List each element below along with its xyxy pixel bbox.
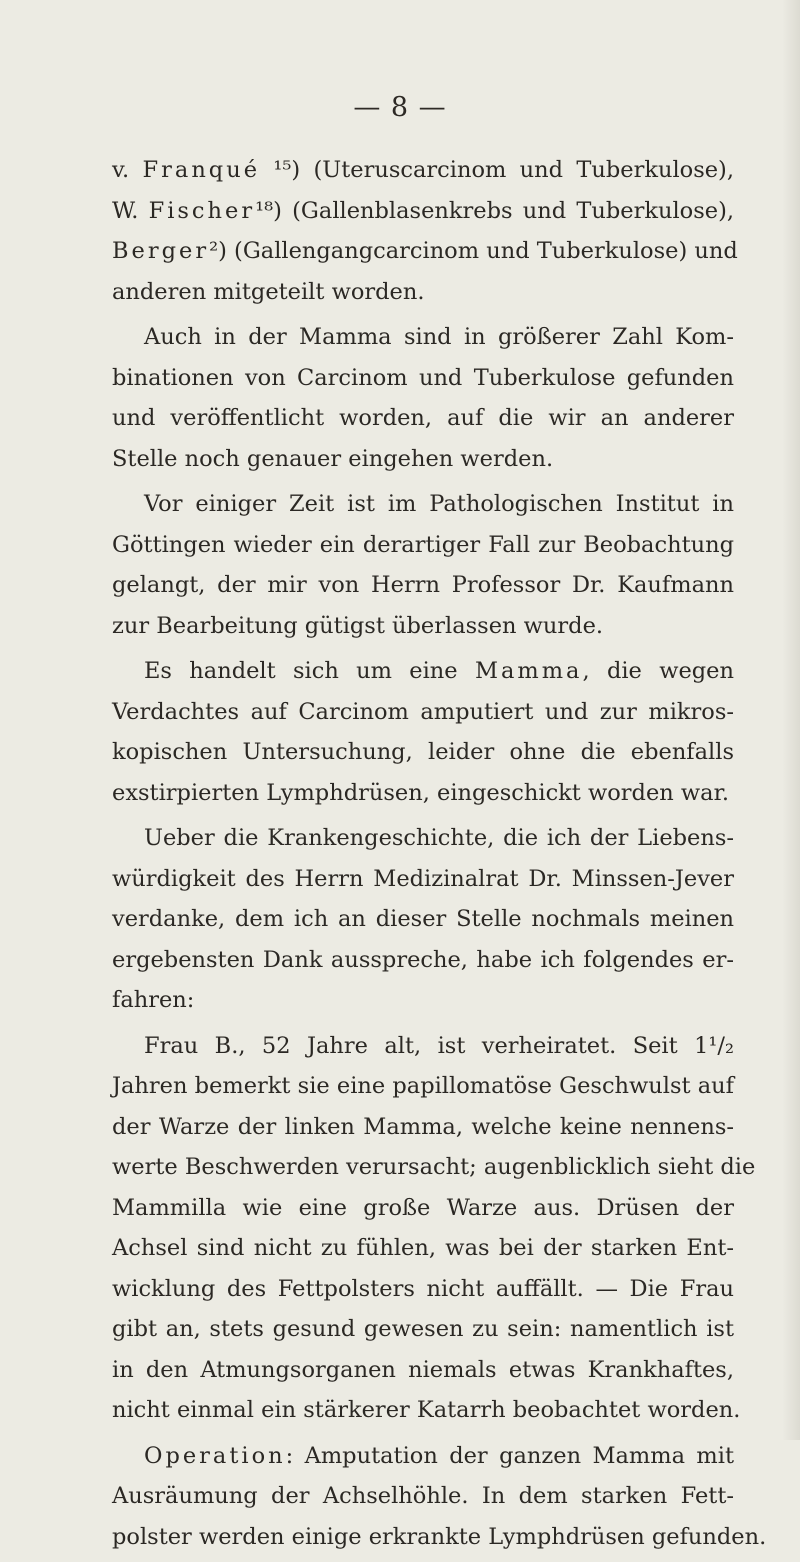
text-line xyxy=(112,606,734,647)
text-line xyxy=(112,1107,734,1148)
text-segment: : Amputation der ganzen Mamma mit xyxy=(285,1442,734,1469)
text-line xyxy=(112,1350,734,1391)
text-segment: gibt an, stets gesund gewesen zu sein: namentlich ist xyxy=(112,1316,734,1342)
text-line xyxy=(112,859,734,900)
text-segment: exstirpierten Lymphdrüsen, eingeschickt worden war. xyxy=(112,779,730,806)
text-segment: polster werden einige erkrankte Lymphdrüsen gefunden. xyxy=(112,1523,767,1550)
text-segment: ¹⁸) (Gallenblasenkrebs und Tuberkulose), xyxy=(255,197,734,224)
paragraph xyxy=(112,1026,756,1431)
text-line xyxy=(112,525,734,566)
text-line xyxy=(112,1309,734,1350)
text-line xyxy=(112,818,734,859)
text-line xyxy=(112,317,734,358)
text-segment: Auch in der Mamma sind in größerer Zahl Kom- xyxy=(144,324,734,350)
text-line xyxy=(112,1269,734,1310)
text-line xyxy=(112,231,738,272)
text-segment: Es handelt sich um eine xyxy=(144,658,475,684)
text-line xyxy=(112,1476,734,1517)
paragraph xyxy=(112,818,734,1021)
paragraph xyxy=(112,1436,767,1558)
page-edge-shadow xyxy=(782,0,800,1440)
text-segment: v. xyxy=(112,157,143,183)
text-line xyxy=(112,565,734,606)
text-segment: , die wegen xyxy=(582,658,734,684)
text-segment: wicklung des Fettpolsters nicht auffällt. — Die Frau xyxy=(112,1275,734,1302)
text-segment: Ausräumung der Achselhöhle. In dem starken Fett- xyxy=(112,1483,734,1509)
text-segment: gelangt, der mir von Herrn Professor Dr. Kaufmann xyxy=(112,572,734,598)
text-segment: der Warze der linken Mamma, welche keine nennens- xyxy=(112,1113,734,1140)
spaced-emphasis: Operation xyxy=(144,1442,286,1469)
text-line xyxy=(112,358,734,399)
paragraph xyxy=(112,317,734,479)
text-segment: Mammilla wie eine große Warze aus. Drüsen der xyxy=(112,1194,734,1221)
text-segment: Göttingen wieder ein derartiger Fall zur Beobachtung xyxy=(112,531,734,558)
text-segment: Frau B., 52 Jahre alt, ist verheiratet. Seit 1¹/₂ xyxy=(144,1032,734,1059)
text-segment: fahren: xyxy=(112,987,195,1013)
text-segment: zur Bearbeitung gütigst überlassen wurde. xyxy=(112,612,604,639)
paragraph xyxy=(112,484,734,646)
text-line xyxy=(112,439,734,480)
text-segment: Stelle noch genauer eingehen werden. xyxy=(112,445,554,472)
text-line xyxy=(112,1026,734,1067)
text-segment: ergebensten Dank ausspreche, habe ich folgendes er- xyxy=(112,946,734,973)
text-segment: Verdachtes auf Carcinom amputiert und zur mikros- xyxy=(112,698,734,725)
paragraph xyxy=(112,150,738,312)
text-segment: kopischen Untersuchung, leider ohne die ebenfalls xyxy=(112,739,734,765)
page-number: — 8 — xyxy=(353,92,447,123)
text-segment: würdigkeit des Herrn Medizinalrat Dr. Minssen-Jever xyxy=(112,865,734,892)
text-line xyxy=(112,732,734,773)
text-line xyxy=(112,1066,734,1107)
paragraph-gap xyxy=(112,1557,734,1562)
text-segment: W. xyxy=(112,197,149,224)
spaced-emphasis: Fischer xyxy=(148,197,256,224)
text-segment: Achsel sind nicht zu fühlen, was bei der starken Ent- xyxy=(112,1235,734,1261)
text-line xyxy=(112,899,734,940)
text-line xyxy=(112,150,734,191)
text-segment: in den Atmungsorganen niemals etwas Krankhaftes, xyxy=(112,1356,734,1383)
text-segment: anderen mitgeteilt worden. xyxy=(112,278,425,305)
text-segment: Vor einiger Zeit ist im Pathologischen Institut in xyxy=(144,491,734,517)
text-segment: ²) (Gallengangcarcinom und Tuberkulose) und xyxy=(209,238,738,264)
text-line xyxy=(112,398,734,439)
spaced-emphasis: Franqué xyxy=(142,157,261,183)
text-segment: nicht einmal ein stärkerer Katarrh beobachtet worden. xyxy=(112,1397,741,1423)
text-line xyxy=(112,1147,756,1188)
body-text xyxy=(112,150,767,1562)
text-line xyxy=(112,191,734,232)
text-line xyxy=(112,272,734,313)
text-line xyxy=(112,484,734,525)
text-segment: Ueber die Krankengeschichte, die ich der Liebens- xyxy=(144,825,734,851)
text-line xyxy=(112,1228,734,1269)
text-line xyxy=(112,651,734,692)
text-segment: verdanke, dem ich an dieser Stelle nochmals meinen xyxy=(112,906,734,932)
text-line xyxy=(112,1517,767,1558)
paragraph xyxy=(112,651,734,813)
text-segment: binationen von Carcinom und Tuberkulose gefunden xyxy=(112,364,734,391)
text-segment: Jahren bemerkt sie eine papillomatöse Geschwulst auf xyxy=(112,1073,734,1099)
spaced-emphasis: Berger xyxy=(112,238,210,264)
text-line xyxy=(112,773,734,814)
text-line xyxy=(112,940,734,981)
text-segment: ¹⁵) (Uteruscarcinom und Tuberkulose), xyxy=(260,157,734,183)
text-line xyxy=(112,1188,734,1229)
text-line xyxy=(112,692,734,733)
spaced-emphasis: Mamma xyxy=(474,658,583,684)
text-segment: werte Beschwerden verursacht; augenblicklich sieht die xyxy=(112,1154,756,1180)
text-line xyxy=(112,1436,734,1477)
text-line xyxy=(112,1390,741,1431)
text-line xyxy=(112,980,734,1021)
text-segment: und veröffentlicht worden, auf die wir an anderer xyxy=(112,405,734,431)
